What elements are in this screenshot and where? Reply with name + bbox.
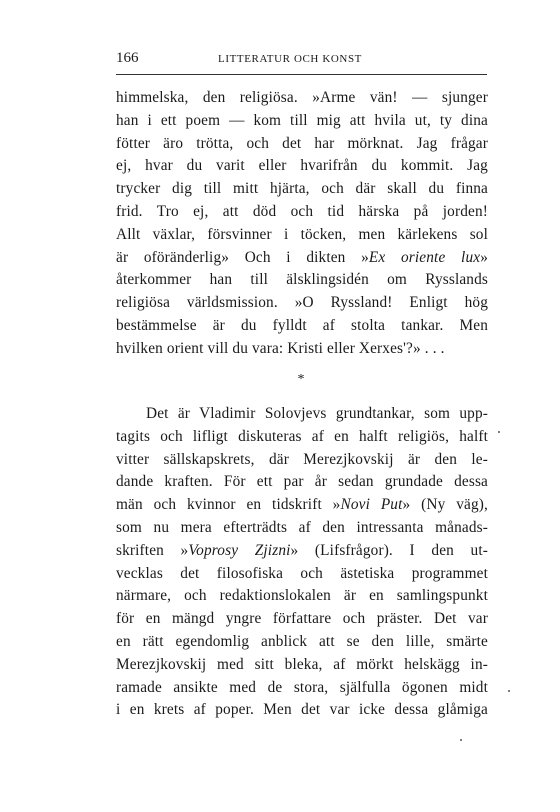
text-line: frid. Tro ej, att död och tid härska på jorden! bbox=[116, 202, 488, 220]
text-run: » (Lifsfrågor). I den ut- bbox=[290, 541, 488, 559]
text-line: Allt växlar, försvinner i töcken, men kärlekens sol bbox=[116, 225, 488, 243]
print-speck bbox=[508, 690, 510, 692]
text-line: tagits och lifligt diskuteras af en halft religiös, halft bbox=[116, 427, 488, 445]
text-line: Merezjkovskij med sitt bleka, af mörkt helskägg in- bbox=[116, 655, 488, 673]
text-line: närmare, och redaktionslokalen är en samlingspunkt bbox=[116, 587, 488, 605]
text-line bbox=[116, 494, 488, 517]
text-line: bestämmelse är du fylldt af stolta tankar. Men bbox=[116, 316, 488, 334]
text-run: män och kvinnor en tidskrift » bbox=[116, 496, 341, 514]
text-line: religiösa världsmission. »O Ryssland! Enligt hög bbox=[116, 294, 488, 312]
text-line: en rätt egendomlig anblick att se den lille, smärte bbox=[116, 632, 488, 650]
text-line: fötter äro trötta, och det har mörknat. Jag frågar bbox=[116, 134, 488, 152]
text-line: för en mängd yngre författare och präster. Det var bbox=[116, 610, 488, 628]
text-line: i en krets af poper. Men det var icke dessa glåmiga bbox=[116, 701, 488, 719]
text-line bbox=[116, 247, 488, 270]
text-line: trycker dig till mitt hjärta, och där skall du finna bbox=[116, 180, 488, 198]
text-line: hvilken orient vill du vara: Kristi eller Xerxes'?» . . . bbox=[116, 339, 445, 357]
text-line: vitter sällskapskrets, där Merezjkovskij är den le- bbox=[116, 450, 488, 468]
text-run: » (Ny väg), bbox=[402, 496, 488, 514]
text-run: skriften » bbox=[116, 541, 189, 559]
text-line: dande kraften. För ett par år sedan grundade dessa bbox=[116, 473, 488, 491]
text-line: han i ett poem — kom till mig att hvila ut, ty dina bbox=[116, 111, 488, 129]
italic-title: Voprosy Zjizni bbox=[188, 541, 291, 559]
text-line bbox=[116, 540, 488, 563]
page-number: 166 bbox=[116, 50, 139, 66]
text-line: himmelska, den religiösa. »Arme vän! — sjunger bbox=[116, 89, 488, 106]
text-line: vecklas det filosofiska och ästetiska programmet bbox=[116, 564, 488, 582]
print-speck bbox=[498, 431, 500, 433]
paragraph-2 bbox=[116, 403, 488, 722]
text-line: ej, hvar du varit eller hvarifrån du kommit. Jag bbox=[116, 157, 488, 175]
text-run: » bbox=[480, 248, 488, 266]
italic-title: Ex oriente lux bbox=[368, 248, 481, 266]
text-line: som nu mera efterträdts af den intressanta månads- bbox=[116, 518, 488, 536]
paragraph-1 bbox=[116, 87, 488, 361]
text-run: är oföränderlig» Och i dikten » bbox=[116, 248, 369, 266]
text-line: ramade ansikte med de stora, själfulla ögonen midt bbox=[116, 678, 488, 696]
section-separator: * bbox=[297, 372, 305, 387]
print-speck bbox=[460, 739, 462, 741]
text-line: återkommer han till älsklingsidén om Rysslands bbox=[116, 271, 488, 289]
text-line: Det är Vladimir Solovjevs grundtankar, som upp- bbox=[146, 405, 488, 422]
italic-title: Novi Put bbox=[340, 496, 403, 514]
header-rule bbox=[116, 74, 487, 75]
running-head: LITTERATUR OCH KONST bbox=[218, 53, 362, 65]
